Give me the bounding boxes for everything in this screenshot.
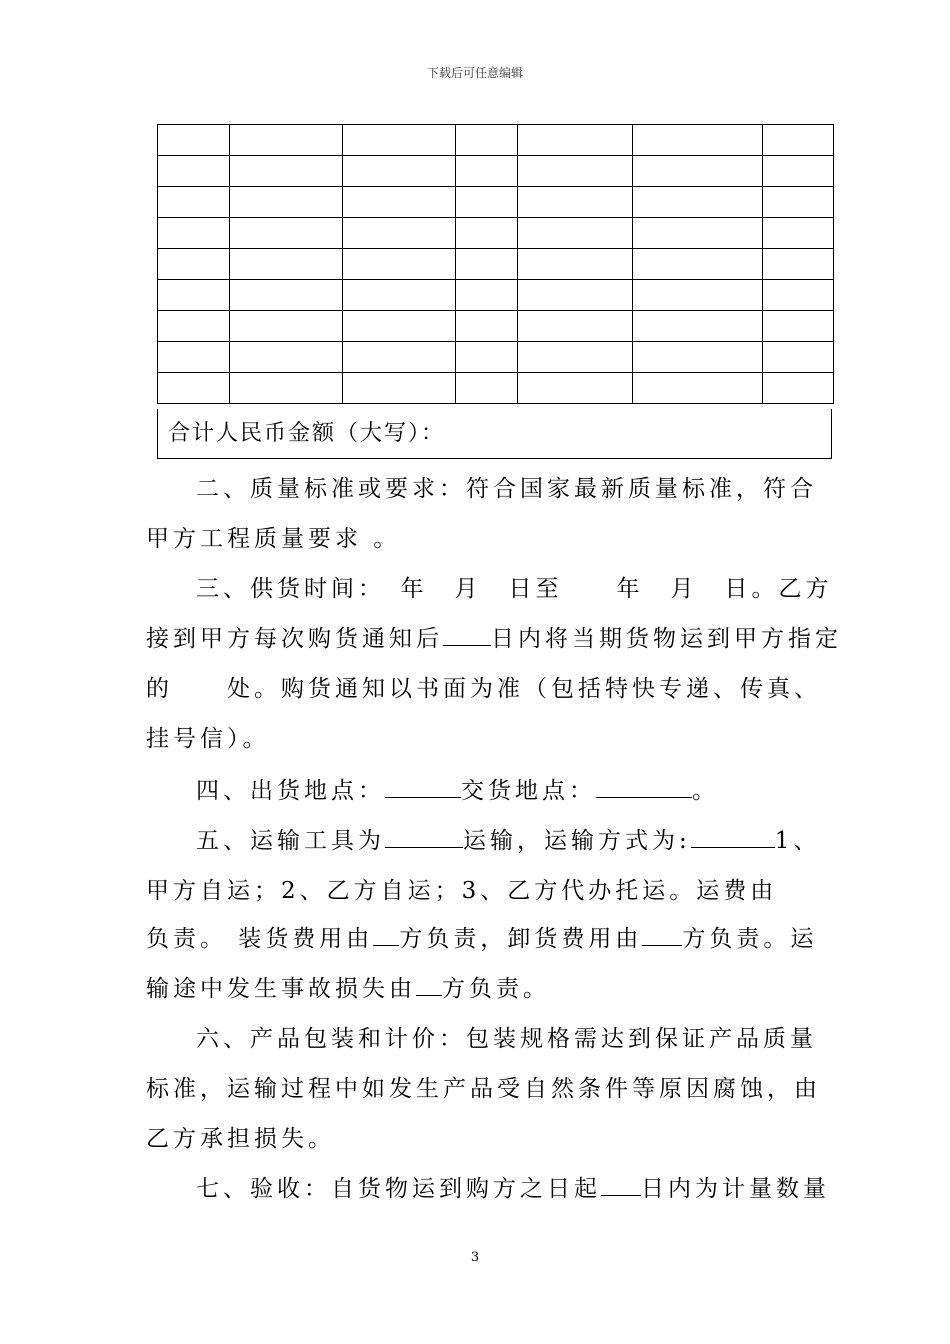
table-cell[interactable] xyxy=(763,280,834,311)
clause-5-line-3-b: 方负责，卸货费用由 xyxy=(399,926,643,952)
unloading-party-blank[interactable] xyxy=(642,923,682,946)
clause-4-c: 。 xyxy=(692,778,719,804)
clause-3-line-2-b: 日内将当期货物运到甲方指定 xyxy=(491,626,842,652)
table-cell[interactable] xyxy=(763,311,834,342)
table-cell[interactable] xyxy=(763,342,834,373)
table-cell[interactable] xyxy=(456,249,518,280)
clause-5-b: 运输，运输方式为: xyxy=(463,828,691,854)
table-row xyxy=(158,280,834,311)
clause-5-c: 1、 xyxy=(774,828,821,854)
clause-7-line-1 xyxy=(196,1170,830,1203)
clause-4-b: 交货地点： xyxy=(461,778,596,804)
table-row xyxy=(158,249,834,280)
table-cell[interactable] xyxy=(343,156,456,187)
table-cell[interactable] xyxy=(633,156,763,187)
clause-4-a: 四、出货地点： xyxy=(196,778,385,804)
clause-5-line-2: 甲方自运；2、乙方自运；3、乙方代办托运。运费由 xyxy=(146,878,778,904)
clause-5-line-4-b: 方负责。 xyxy=(442,976,550,1002)
table-cell[interactable] xyxy=(230,280,343,311)
table-cell[interactable] xyxy=(158,218,230,249)
table-cell[interactable] xyxy=(763,125,834,156)
table-cell[interactable] xyxy=(230,249,343,280)
table-cell[interactable] xyxy=(633,218,763,249)
clause-7-b: 日内为计量数量 xyxy=(641,1176,830,1202)
clause-5-line-3-a: 负责。 装货费用由 xyxy=(146,926,374,952)
table-row xyxy=(158,156,834,187)
transport-method-blank[interactable] xyxy=(691,825,775,848)
clause-5-line-3 xyxy=(146,920,817,953)
table-row xyxy=(158,125,834,156)
table-cell[interactable] xyxy=(456,342,518,373)
table-cell[interactable] xyxy=(158,125,230,156)
table-cell[interactable] xyxy=(763,218,834,249)
table-cell[interactable] xyxy=(456,156,518,187)
clause-3-line-3: 的 处。购货通知以书面为准（包括特快专递、传真、 xyxy=(146,676,821,702)
table-row xyxy=(158,311,834,342)
table-cell[interactable] xyxy=(518,156,633,187)
table-cell[interactable] xyxy=(518,373,633,404)
table-cell[interactable] xyxy=(633,249,763,280)
table-cell[interactable] xyxy=(518,280,633,311)
table-cell[interactable] xyxy=(343,249,456,280)
clause-5-line-3-c: 方负责。运 xyxy=(682,926,818,952)
table-cell[interactable] xyxy=(343,218,456,249)
table-cell[interactable] xyxy=(343,373,456,404)
table-cell[interactable] xyxy=(343,311,456,342)
page-number: 3 xyxy=(470,1250,480,1265)
clause-2-line-1: 二、质量标准或要求：符合国家最新质量标准，符合 xyxy=(196,476,817,502)
table-cell[interactable] xyxy=(763,373,834,404)
clause-5-line-4-a: 输途中发生事故损失由 xyxy=(146,976,416,1002)
clause-5-line-1 xyxy=(196,822,820,855)
table-cell[interactable] xyxy=(230,373,343,404)
table-cell[interactable] xyxy=(158,187,230,218)
table-cell[interactable] xyxy=(343,187,456,218)
clause-3-line-4: 挂号信）。 xyxy=(146,726,270,752)
table-cell[interactable] xyxy=(518,311,633,342)
clause-5-a: 五、运输工具为 xyxy=(196,828,385,854)
clause-7-a: 七、验收：自货物运到购方之日起 xyxy=(196,1176,601,1202)
table-cell[interactable] xyxy=(158,373,230,404)
table-cell[interactable] xyxy=(763,249,834,280)
table-cell[interactable] xyxy=(518,187,633,218)
table-cell[interactable] xyxy=(230,125,343,156)
table-cell[interactable] xyxy=(633,373,763,404)
table-cell[interactable] xyxy=(230,342,343,373)
transport-tool-blank[interactable] xyxy=(385,825,463,848)
table-cell[interactable] xyxy=(633,311,763,342)
table-cell[interactable] xyxy=(633,187,763,218)
table-cell[interactable] xyxy=(230,156,343,187)
clause-2-line-2: 甲方工程质量要求 。 xyxy=(146,526,401,552)
table-cell[interactable] xyxy=(230,311,343,342)
goods-table xyxy=(157,124,834,404)
clause-4 xyxy=(196,772,719,805)
table-row xyxy=(158,342,834,373)
table-cell[interactable] xyxy=(343,342,456,373)
table-cell[interactable] xyxy=(343,280,456,311)
clause-6-line-2: 标准，运输过程中如发生产品受自然条件等原因腐蚀，由 xyxy=(146,1076,821,1102)
table-cell[interactable] xyxy=(518,218,633,249)
clause-6-line-1: 六、产品包装和计价：包装规格需达到保证产品质量 xyxy=(196,1026,817,1052)
table-row xyxy=(158,218,834,249)
table-cell[interactable] xyxy=(456,187,518,218)
table-cell[interactable] xyxy=(158,342,230,373)
table-cell[interactable] xyxy=(158,311,230,342)
table-cell[interactable] xyxy=(518,342,633,373)
clause-6-line-3: 乙方承担损失。 xyxy=(146,1126,335,1152)
days-blank[interactable] xyxy=(443,623,491,646)
clause-5-line-4 xyxy=(146,970,550,1003)
table-cell[interactable] xyxy=(230,187,343,218)
table-cell[interactable] xyxy=(763,156,834,187)
clause-3-line-2 xyxy=(146,620,842,653)
table-cell[interactable] xyxy=(456,373,518,404)
table-cell[interactable] xyxy=(230,218,343,249)
deliver-to-blank[interactable] xyxy=(596,775,692,798)
table-cell[interactable] xyxy=(456,311,518,342)
table-cell[interactable] xyxy=(518,249,633,280)
table-cell[interactable] xyxy=(633,342,763,373)
clause-3-line-1: 三、供货时间： 年 月 日至 年 月 日。乙方 xyxy=(196,576,833,602)
table-cell[interactable] xyxy=(633,125,763,156)
table-row xyxy=(158,373,834,404)
table-cell[interactable] xyxy=(633,280,763,311)
table-cell[interactable] xyxy=(456,280,518,311)
inspection-days-blank[interactable] xyxy=(601,1173,641,1196)
page-header-note: 下载后可任意编辑 xyxy=(426,66,523,80)
table-cell[interactable] xyxy=(158,156,230,187)
table-cell[interactable] xyxy=(158,249,230,280)
loss-party-blank[interactable] xyxy=(416,973,442,996)
clause-3-line-2-a: 接到甲方每次购货通知后 xyxy=(146,626,443,652)
loading-party-blank[interactable] xyxy=(373,923,399,946)
table-cell[interactable] xyxy=(343,125,456,156)
table-cell[interactable] xyxy=(456,125,518,156)
table-row xyxy=(158,187,834,218)
table-cell[interactable] xyxy=(518,125,633,156)
table-cell[interactable] xyxy=(763,187,834,218)
ship-from-blank[interactable] xyxy=(385,775,461,798)
table-cell[interactable] xyxy=(158,280,230,311)
table-total-label: 合计人民币金额（大写）： xyxy=(157,409,832,459)
table-cell[interactable] xyxy=(456,218,518,249)
